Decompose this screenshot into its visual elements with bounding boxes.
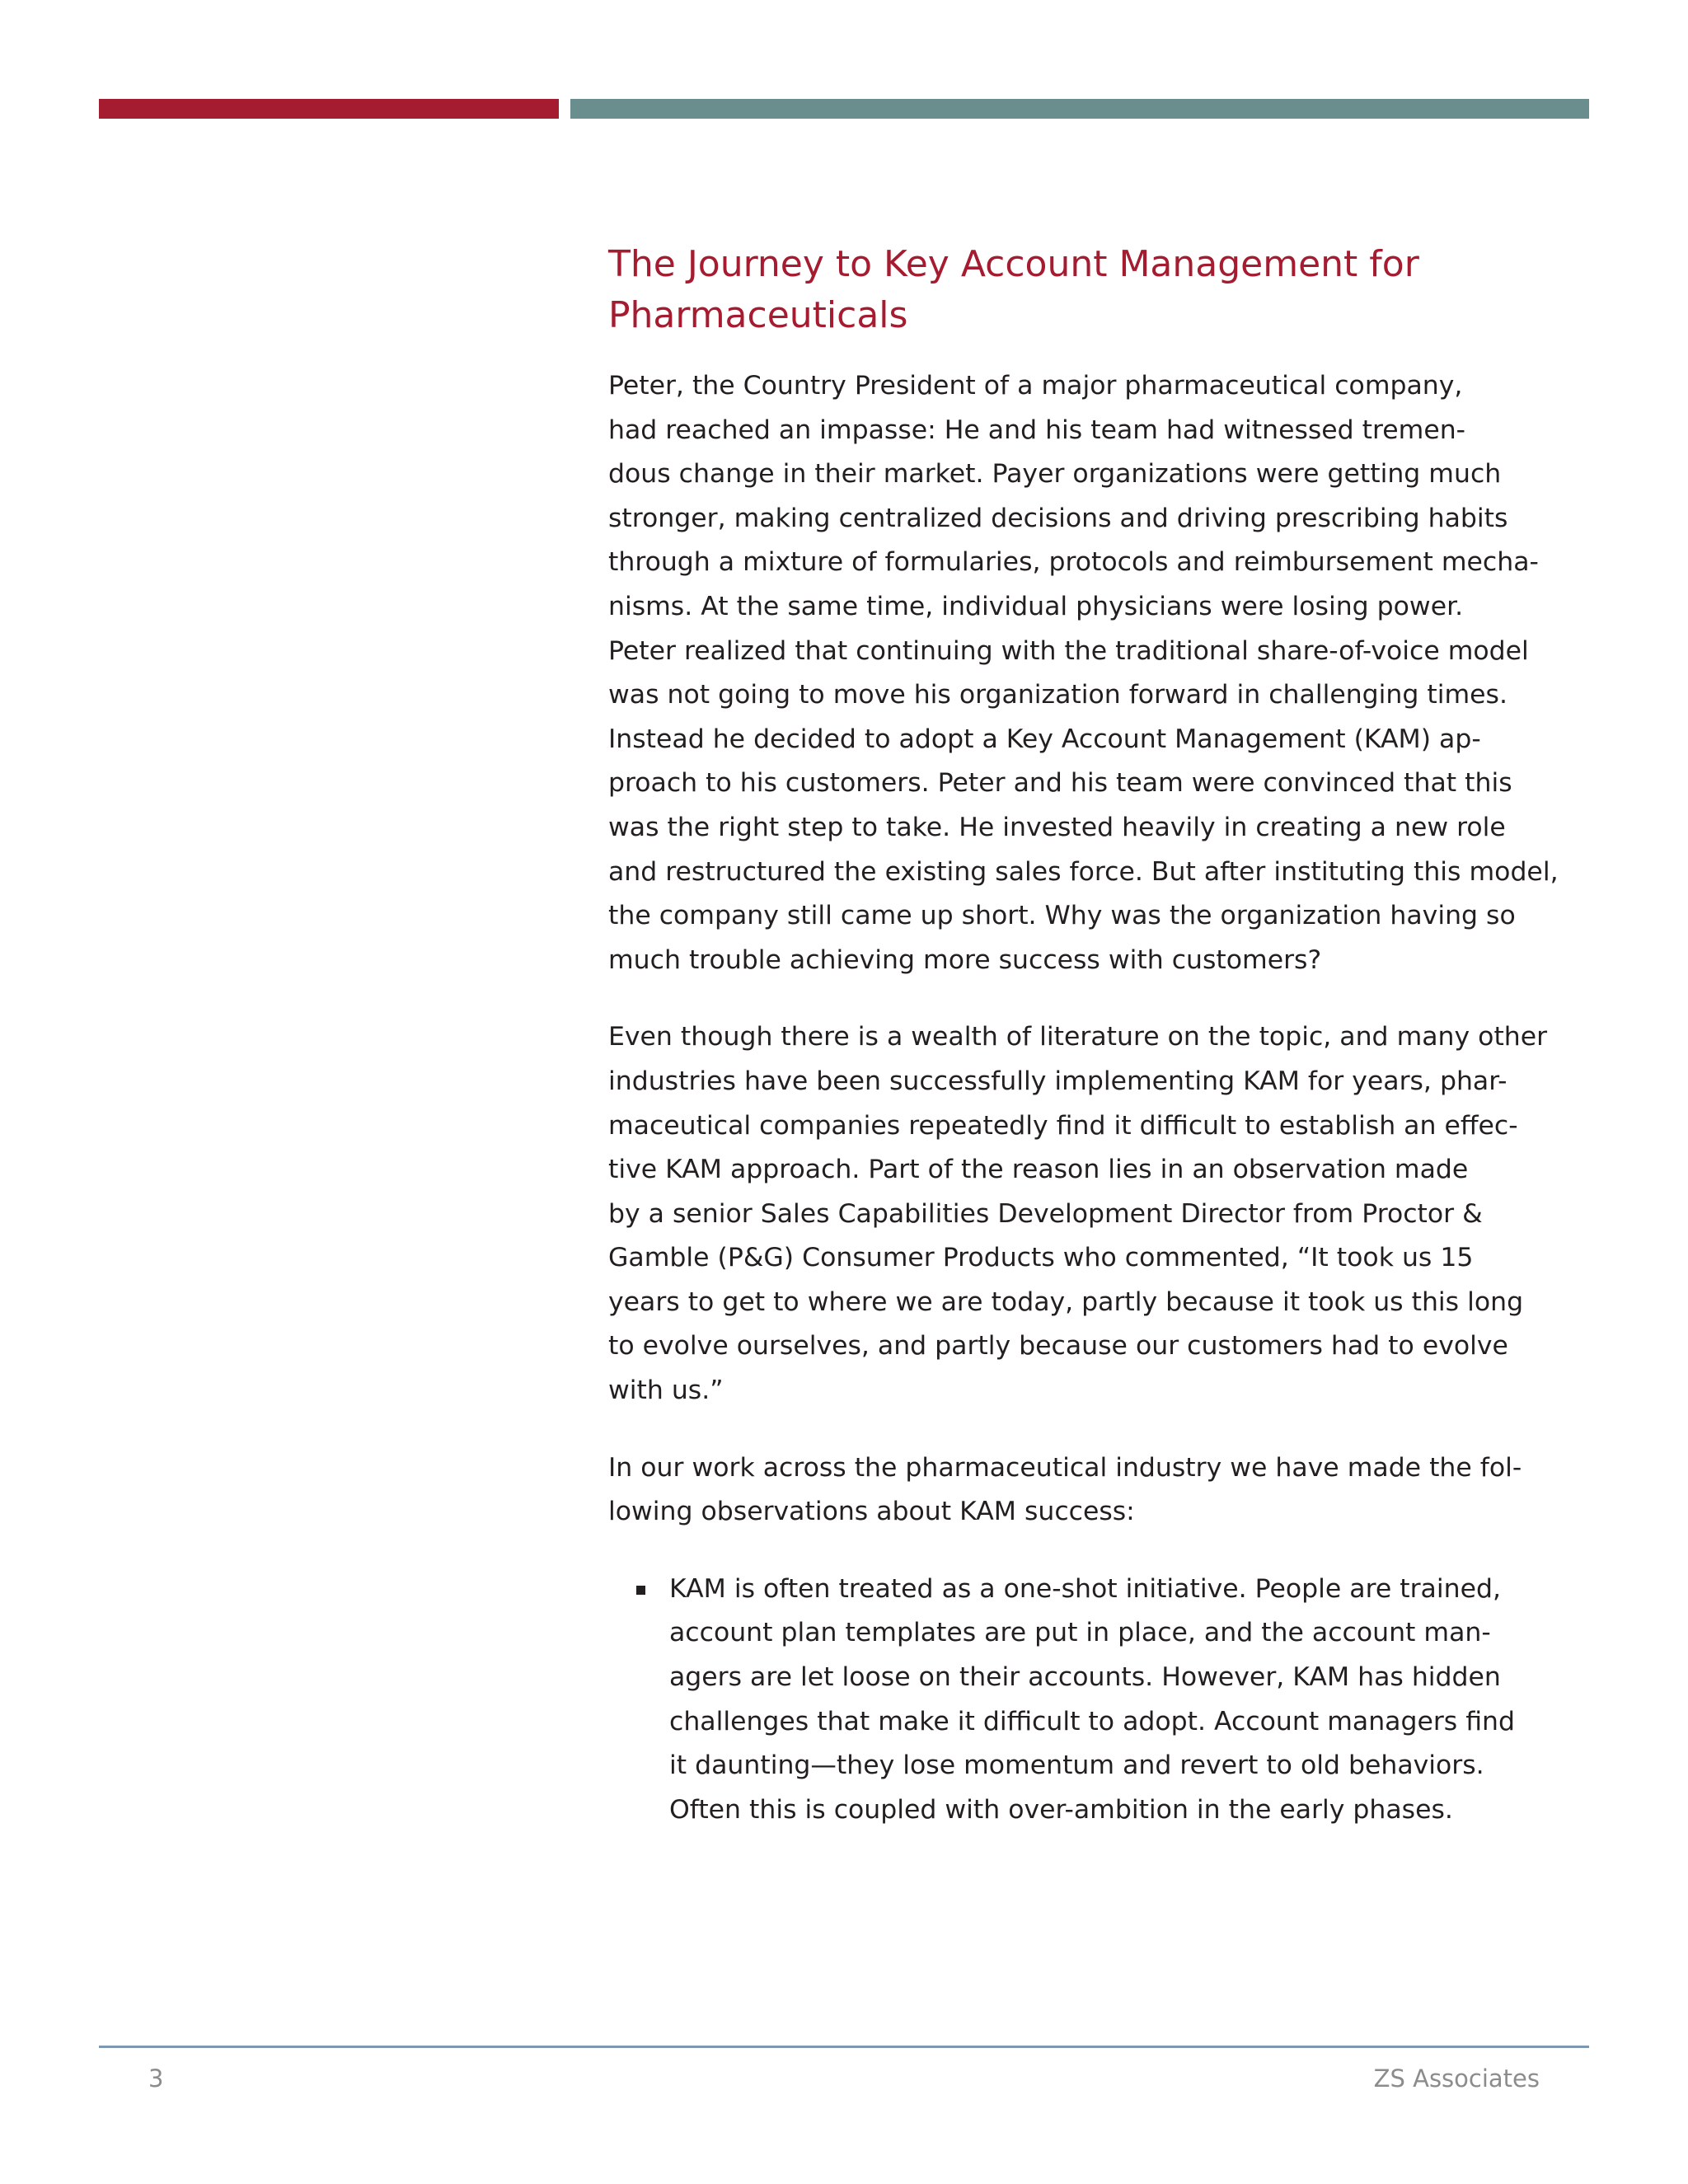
paragraph-line: Peter, the Country President of a major pharmaceutical company, bbox=[608, 371, 1463, 401]
paragraph-literature bbox=[608, 1015, 1548, 1413]
paragraph-line: proach to his customers. Peter and his team were convinced that this bbox=[608, 768, 1512, 799]
paragraph-intro bbox=[608, 364, 1559, 982]
paragraph-line: and restructured the existing sales force. But after instituting this model, bbox=[608, 856, 1559, 887]
paragraph-line: maceutical companies repeatedly find it difficult to establish an effec- bbox=[608, 1110, 1518, 1141]
paragraph-line: lowing observations about KAM success: bbox=[608, 1497, 1135, 1527]
paragraph-line: Gamble (P&G) Consumer Products who commented, “It took us 15 bbox=[608, 1243, 1474, 1273]
paragraph-line: industries have been successfully implementing KAM for years, phar- bbox=[608, 1066, 1507, 1096]
list-item-line: KAM is often treated as a one-shot initiative. People are trained, bbox=[669, 1573, 1501, 1604]
paragraph-line: Peter realized that continuing with the traditional share-of-voice model bbox=[608, 635, 1529, 666]
paragraph-line: through a mixture of formularies, protocols and reimbursement mecha- bbox=[608, 547, 1539, 578]
paragraph-line: with us.” bbox=[608, 1376, 724, 1406]
paragraph-line: to evolve ourselves, and partly because our customers had to evolve bbox=[608, 1331, 1508, 1361]
page-number: 3 bbox=[148, 2064, 164, 2093]
paragraph-line: had reached an impasse: He and his team had witnessed tremen- bbox=[608, 415, 1466, 445]
paragraph-line: dous change in their market. Payer organizations were getting much bbox=[608, 459, 1502, 490]
paragraph-line: was the right step to take. He invested heavily in creating a new role bbox=[608, 812, 1506, 842]
paragraph-line: nisms. At the same time, individual physicians were losing power. bbox=[608, 591, 1464, 621]
paragraph-line: the company still came up short. Why was the organization having so bbox=[608, 901, 1516, 931]
paragraph-line: stronger, making centralized decisions and driving prescribing habits bbox=[608, 503, 1508, 533]
footer-divider bbox=[99, 2046, 1589, 2048]
paragraph-line: Instead he decided to adopt a Key Account Management (KAM) ap- bbox=[608, 724, 1481, 754]
list-item-line: account plan templates are put in place, and the account man- bbox=[669, 1618, 1491, 1648]
paragraph-observations bbox=[608, 1446, 1540, 1535]
header-accent-bar-red bbox=[99, 99, 559, 119]
list-item-line: challenges that make it difficult to adopt. Account managers find bbox=[669, 1706, 1516, 1736]
square-bullet-icon bbox=[636, 1586, 645, 1595]
article-title-line: Pharmaceuticals bbox=[608, 294, 908, 336]
paragraph-line: years to get to where we are today, partly because it took us this long bbox=[608, 1286, 1524, 1317]
paragraph-line: In our work across the pharmaceutical industry we have made the fol- bbox=[608, 1452, 1522, 1483]
article bbox=[608, 239, 1559, 1832]
list-item-line: Often this is coupled with over-ambition in the early phases. bbox=[669, 1794, 1453, 1825]
footer-company-name: ZS Associates bbox=[1373, 2064, 1540, 2093]
observation-list bbox=[608, 1568, 1540, 1833]
list-item-line: it daunting—they lose momentum and revert to old behaviors. bbox=[669, 1750, 1484, 1781]
paragraph-line: by a senior Sales Capabilities Development Director from Proctor & bbox=[608, 1198, 1483, 1229]
article-title bbox=[608, 239, 1465, 341]
paragraph-line: much trouble achieving more success with customers? bbox=[608, 944, 1322, 975]
article-title-line: The Journey to Key Account Management for bbox=[608, 243, 1419, 285]
paragraph-line: Even though there is a wealth of literature on the topic, and many other bbox=[608, 1022, 1548, 1052]
paragraph-line: was not going to move his organization forward in challenging times. bbox=[608, 680, 1507, 710]
list-item-line: agers are let loose on their accounts. However, KAM has hidden bbox=[669, 1662, 1501, 1693]
list-item bbox=[608, 1568, 1540, 1833]
paragraph-line: tive KAM approach. Part of the reason lies in an observation made bbox=[608, 1155, 1469, 1185]
header-accent-bar-teal bbox=[570, 99, 1589, 119]
